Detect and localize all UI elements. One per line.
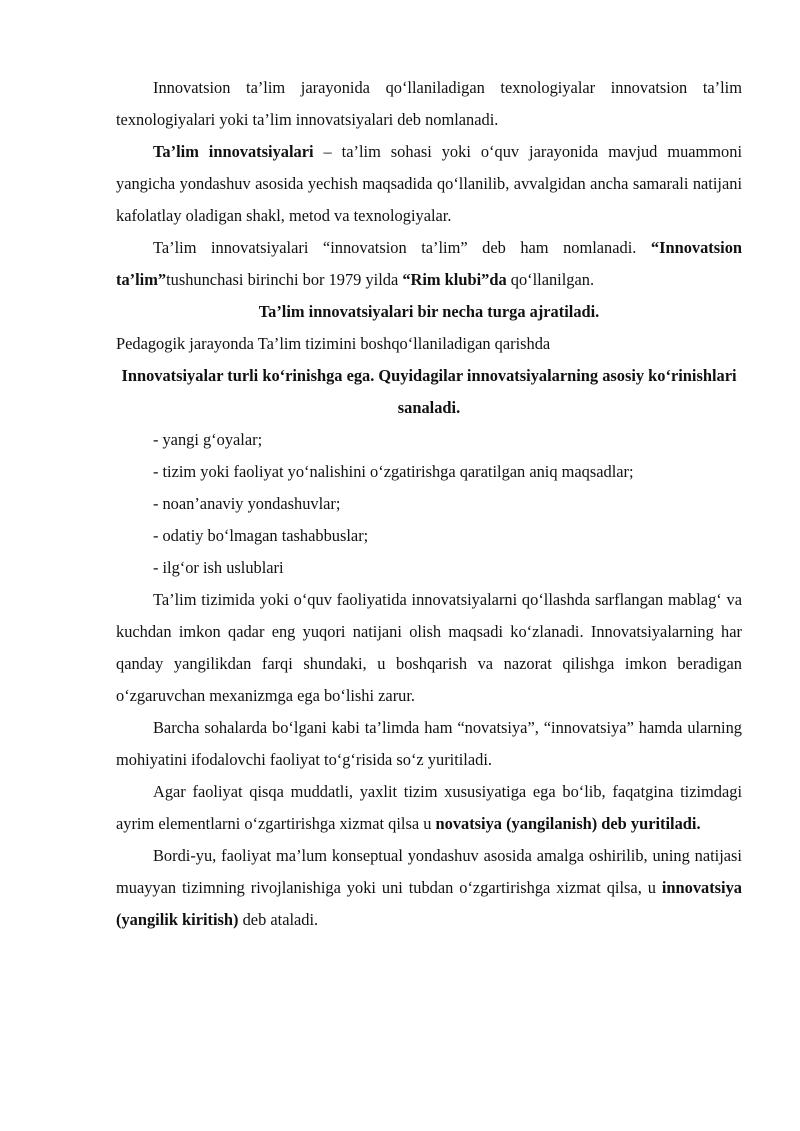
term-novatsiya: novatsiya (yangilanish) deb yuritiladi. xyxy=(435,814,701,833)
heading-types: Ta’lim innovatsiyalari bir necha turga ajratiladi. xyxy=(258,302,600,321)
list-dash: - xyxy=(153,430,159,449)
paragraph-5: Barcha sohalarda bo‘lgani kabi ta’limda ham “novatsiya”, “innovatsiya” hamda ularning mohiyatini ifodalovchi faoliyat to‘g‘risida so‘z yuritiladi. xyxy=(116,718,742,769)
list-dash: - xyxy=(153,494,159,513)
term-innovatsion-talim: “Innovatsion ta’lim” xyxy=(116,238,742,289)
list-dash: - xyxy=(153,526,159,545)
term-talim-innovatsiyalari: Ta’lim innovatsiyalari xyxy=(153,142,314,161)
heading-forms: Innovatsiyalar turli ko‘rinishga ega. Quyidagilar innovatsiyalarning asosiy ko‘rinishlari sanaladi. xyxy=(121,366,737,417)
paragraph-3 xyxy=(116,232,742,296)
list-dash: - xyxy=(153,462,159,481)
paragraph-1: Innovatsion ta’lim jarayonida qo‘llaniladigan texnologiyalar innovatsion ta’lim texnologiyalari yoki ta’lim innovatsiyalari deb nomlanadi. xyxy=(116,78,742,129)
list-item-text: odatiy bo‘lmagan tashabbuslar; xyxy=(162,526,369,545)
paragraph-3-text-a: Ta’lim innovatsiyalari “innovatsion ta’lim” deb ham nomlanadi. xyxy=(153,238,651,257)
list-item xyxy=(153,520,742,552)
list-item xyxy=(153,456,742,488)
paragraph-pedagogik: Pedagogik jarayonda Ta’lim tizimini boshqo‘llaniladigan qarishda xyxy=(116,334,551,353)
paragraph-7-text-b: deb ataladi. xyxy=(238,910,319,929)
paragraph-4: Ta’lim tizimida yoki o‘quv faoliyatida innovatsiyalarni qo‘llashda sarflangan mablag‘ va kuchdan imkon qadar eng yuqori natijani olish maqsadi ko‘zlanadi. Innovatsiyalarning har qanday yangilikdan farqi shundaki, u boshqarish va nazorat qilishga imkon beradigan o‘zgaruvchan mexanizmga ega bo‘lishi zarur. xyxy=(116,590,742,705)
paragraph-6-text: Agar faoliyat qisqa muddatli, yaxlit tizim xususiyatiga ega bo‘lib, faqatgina tizimdagi ayrim elementlarni o‘zgartirishga xizmat qilsa u xyxy=(116,782,742,833)
paragraph-2 xyxy=(116,136,742,232)
paragraph-3-text-b: tushunchasi birinchi bor 1979 yilda xyxy=(166,270,403,289)
list-item-text: noan’anaviy yondashuvlar; xyxy=(162,494,341,513)
innovation-forms-list xyxy=(116,424,742,584)
term-innovatsiya: innovatsiya (yangilik kiritish) xyxy=(116,878,742,929)
list-item-text: ilg‘or ish uslublari xyxy=(162,558,284,577)
paragraph-7-text-a: Bordi-yu, faoliyat ma’lum konseptual yondashuv asosida amalga oshirilib, uning natijasi muayyan tizimning rivojlanishiga yoki uni tubdan o‘zgartirishga xizmat qilsa, u xyxy=(116,846,742,897)
list-item-text: tizim yoki faoliyat yo‘nalishini o‘zgatirishga qaratilgan aniq maqsadlar; xyxy=(162,462,634,481)
paragraph-7 xyxy=(116,840,742,936)
list-item xyxy=(153,424,742,456)
paragraph-6 xyxy=(116,776,742,840)
list-item xyxy=(153,488,742,520)
term-rim-klubi: “Rim klubi”da xyxy=(402,270,507,289)
list-item-text: yangi g‘oyalar; xyxy=(162,430,263,449)
list-dash: - xyxy=(153,558,159,577)
document-page xyxy=(116,72,742,936)
list-item xyxy=(153,552,742,584)
paragraph-2-text: – ta’lim sohasi yoki o‘quv jarayonida mavjud muammoni yangicha yondashuv asosida yechish maqsadida qo‘llanilib, avvalgidan ancha samarali natijani kafolatlay oladigan shakl, metod va texnologiyalar. xyxy=(116,142,742,225)
paragraph-3-text-c: qo‘llanilgan. xyxy=(506,270,595,289)
